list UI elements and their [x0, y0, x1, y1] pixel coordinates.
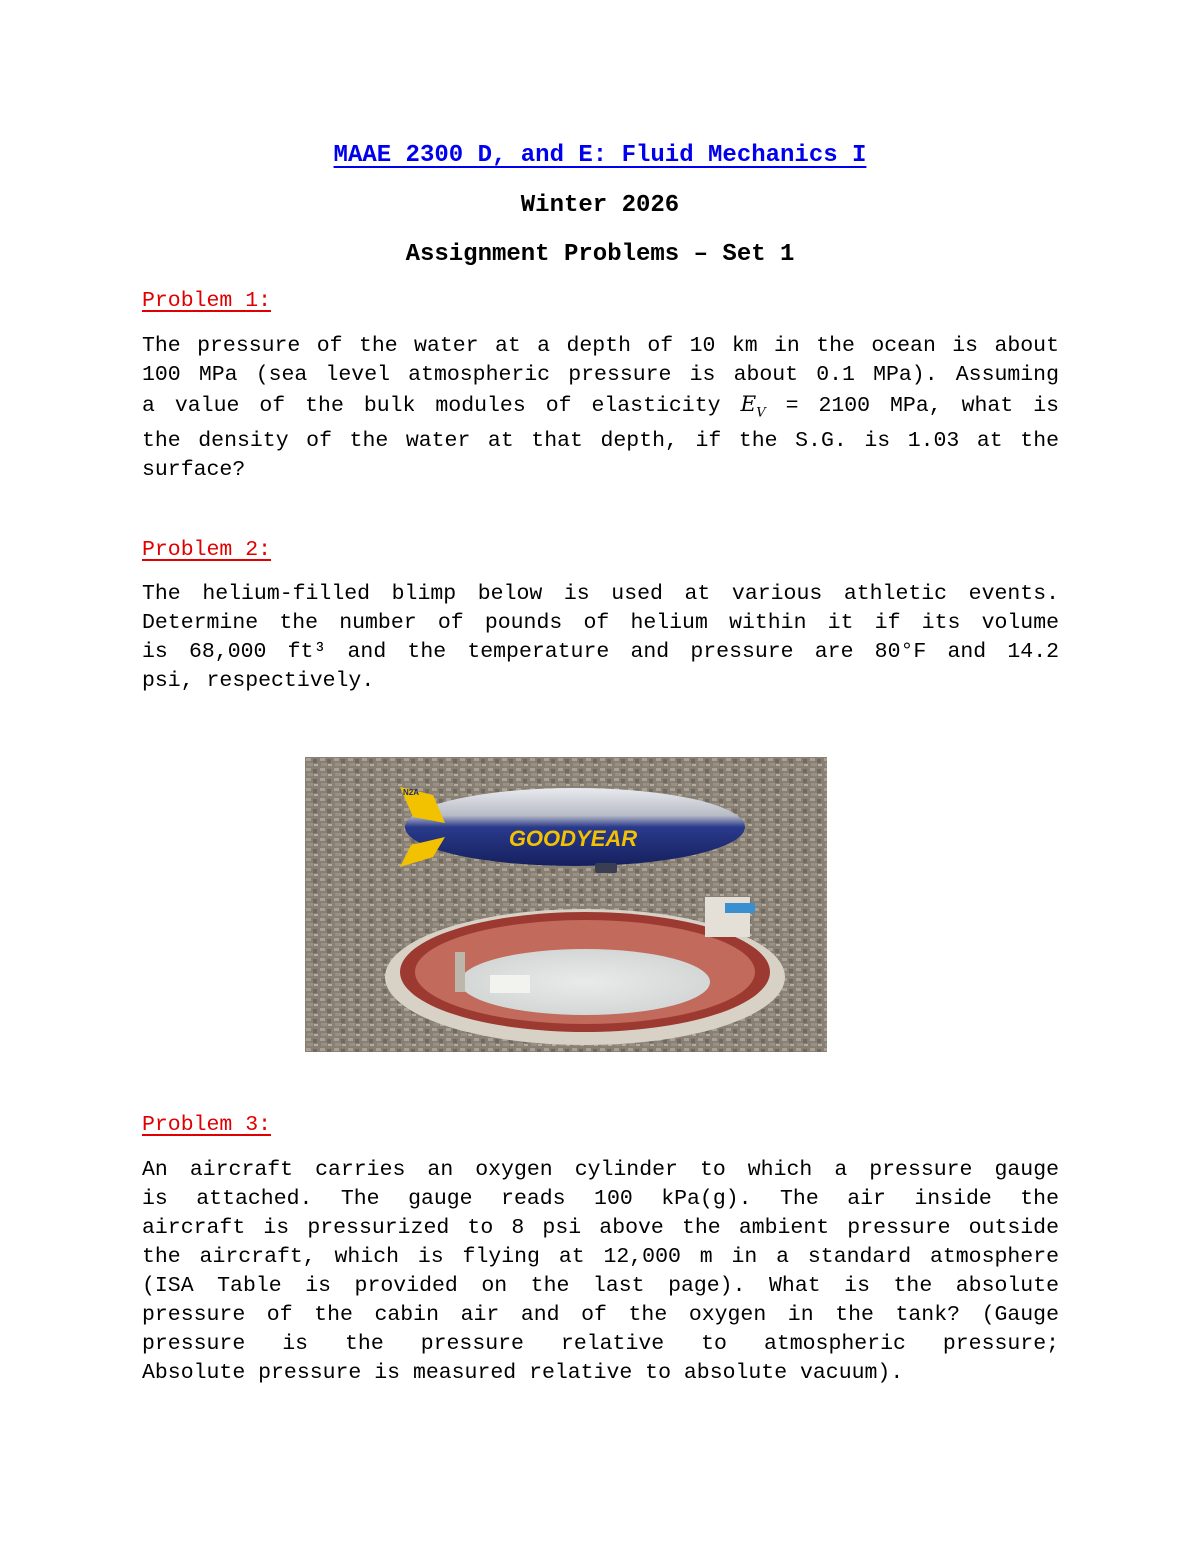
problem-3-line-3: aircraft is pressurized to 8 psi above the ambient pressure outside — [142, 1216, 1059, 1240]
blimp-stadium-illustration — [305, 757, 827, 1052]
tail-lettering: N2A — [403, 788, 420, 797]
problem-2-line-4: psi, respectively. — [142, 669, 375, 693]
set-title: Assignment Problems – Set 1 — [405, 241, 795, 268]
course-title-text[interactable]: MAAE 2300 D, and E: Fluid Mechanics I — [333, 142, 867, 169]
problem-2-line-3: is 68,000 ft³ and the temperature and pressure are 80°F and 14.2 — [142, 640, 1059, 664]
problem-1-line-2: 100 MPa (sea level atmospheric pressure is about 0.1 MPa). Assuming — [142, 363, 1059, 387]
problem-3-line-7: pressure is the pressure relative to atmospheric pressure; — [142, 1332, 1059, 1356]
problem-1-line-1: The pressure of the water at a depth of 10 km in the ocean is about — [142, 334, 1059, 358]
problem-3-line-4: the aircraft, which is flying at 12,000 m in a standard atmosphere — [142, 1245, 1059, 1269]
bulk-modulus-symbol: $E_V$ — [740, 392, 766, 421]
term-heading: Winter 2026 — [520, 192, 680, 219]
problem-3-text — [142, 1156, 1059, 1388]
blimp-stadium-photo — [305, 757, 827, 1052]
problem-3-line-6: pressure of the cabin air and of the oxygen in the tank? (Gauge — [142, 1303, 1059, 1327]
problem-2-line-1: The helium-filled blimp below is used at various athletic events. — [142, 582, 1059, 606]
problem-1-line-3a: a value of the bulk modules of elasticity — [142, 394, 721, 418]
problem-2-line-2: Determine the number of pounds of helium within it if its volume — [142, 611, 1059, 635]
problem-1-heading: Problem 1: — [142, 289, 272, 313]
problem-3-line-1: An aircraft carries an oxygen cylinder to which a pressure gauge — [142, 1158, 1059, 1182]
problem-1-line-5: surface? — [142, 458, 246, 483]
problem-1-text — [142, 332, 1059, 485]
problem-1-line-4: the density of the water at that depth, if the S.G. is 1.03 at the — [142, 429, 1059, 454]
problem-2-heading: Problem 2: — [142, 538, 272, 562]
problem-2-text — [142, 580, 1059, 696]
course-title-link[interactable] — [0, 142, 1200, 169]
problem-3-heading: Problem 3: — [142, 1113, 272, 1137]
problem-3-line-5: (ISA Table is provided on the last page). What is the absolute — [142, 1274, 1059, 1298]
blimp-lettering: GOODYEAR — [508, 826, 638, 851]
problem-3-line-8: Absolute pressure is measured relative to absolute vacuum). — [142, 1361, 904, 1385]
problem-1-line-3 — [142, 390, 1059, 427]
problem-3-line-2: is attached. The gauge reads 100 kPa(g). The air inside the — [142, 1187, 1059, 1211]
problem-1-line-3b: = 2100 MPa, what is — [785, 394, 1059, 418]
